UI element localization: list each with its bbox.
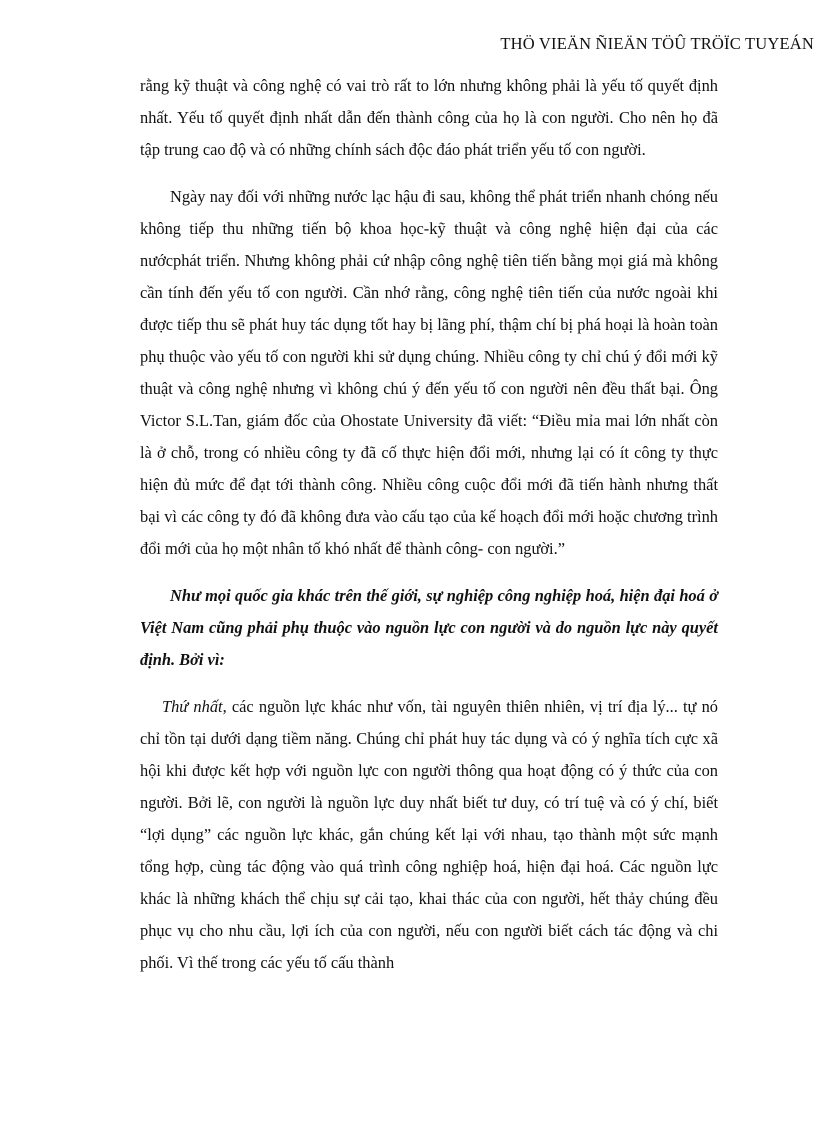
paragraph-2: Ngày nay đối với những nước lạc hậu đi sau, không thể phát triển nhanh chóng nếu không tiếp thu những tiến bộ khoa học-kỹ thuật và công nghệ hiện đại của các nướcphát triển. Nhưng không phải cứ nhập công nghệ tiên tiến bằng mọi giá mà không cần tính đến yếu tố con người. Cần nhớ rằng, công nghệ tiên tiến của nước ngoài khi được tiếp thu sẽ phát huy tác dụng tốt hay bị lãng phí, thậm chí bị phá hoại là hoàn toàn phụ thuộc vào yếu tố con người khi sử dụng chúng. Nhiều công ty chỉ chú ý đổi mới kỹ thuật và công nghệ nhưng vì không chú ý đến yếu tố con người nên đều thất bại. Ông Victor S.L.Tan, giám đốc của Ohostate University đã viết: “Điều mỉa mai lớn nhất còn là ở chỗ, trong có nhiều công ty đã cố thực hiện đổi mới, nhưng lại có ít công ty thực hiện đủ mức để đạt tới thành công. Nhiều công cuộc đổi mới đã tiến hành nhưng thất bại vì các công ty đó đã không đưa vào cấu tạo của kế hoạch đổi mới hoặc chương trình đổi mới của họ một nhân tố khó nhất để thành công- con người.” <box>140 187 718 558</box>
paragraph-4 <box>140 691 718 979</box>
document-body <box>140 70 718 979</box>
page-header: THÖ VIEÄN ÑIEÄN TÖÛ TRÖÏC TUYEÁN <box>500 34 814 53</box>
paragraph-4-text: , các nguồn lực khác như vốn, tài nguyên thiên nhiên, vị trí địa lý... tự nó chỉ tồn tại dưới dạng tiềm năng. Chúng chỉ phát huy tác dụng và có ý nghĩa tích cực xã hội khi được kết hợp với nguồn lực con người thông qua hoạt động có ý thức của con người. Bởi lẽ, con người là nguồn lực duy nhất biết tư duy, có trí tuệ và có ý chí, biết “lợi dụng” các nguồn lực khác, gắn chúng kết lại với nhau, tạo thành một sức mạnh tổng hợp, cùng tác động vào quá trình công nghiệp hoá, hiện đại hoá. Các nguồn lực khác là những khách thể chịu sự cải tạo, khai thác của con người, hết thảy chúng đều phục vụ cho nhu cầu, lợi ích của con người, nếu con người biết cách tác động và chi phối. Vì thế trong các yếu tố cấu thành <box>140 697 719 972</box>
paragraph-1: rằng kỹ thuật và công nghệ có vai trò rất to lớn nhưng không phải là yếu tố quyết định nhất. Yếu tố quyết định nhất dẫn đến thành công của họ là con người. Cho nên họ đã tập trung cao độ và có những chính sách độc đáo phát triển yếu tố con người. <box>140 76 718 159</box>
paragraph-4-lead: Thứ nhất <box>162 697 223 716</box>
paragraph-3-emphasis: Như mọi quốc gia khác trên thế giới, sự nghiệp công nghiệp hoá, hiện đại hoá ở Việt Nam cũng phải phụ thuộc vào nguồn lực con người và do nguồn lực này quyết định. Bởi vì: <box>140 586 718 669</box>
